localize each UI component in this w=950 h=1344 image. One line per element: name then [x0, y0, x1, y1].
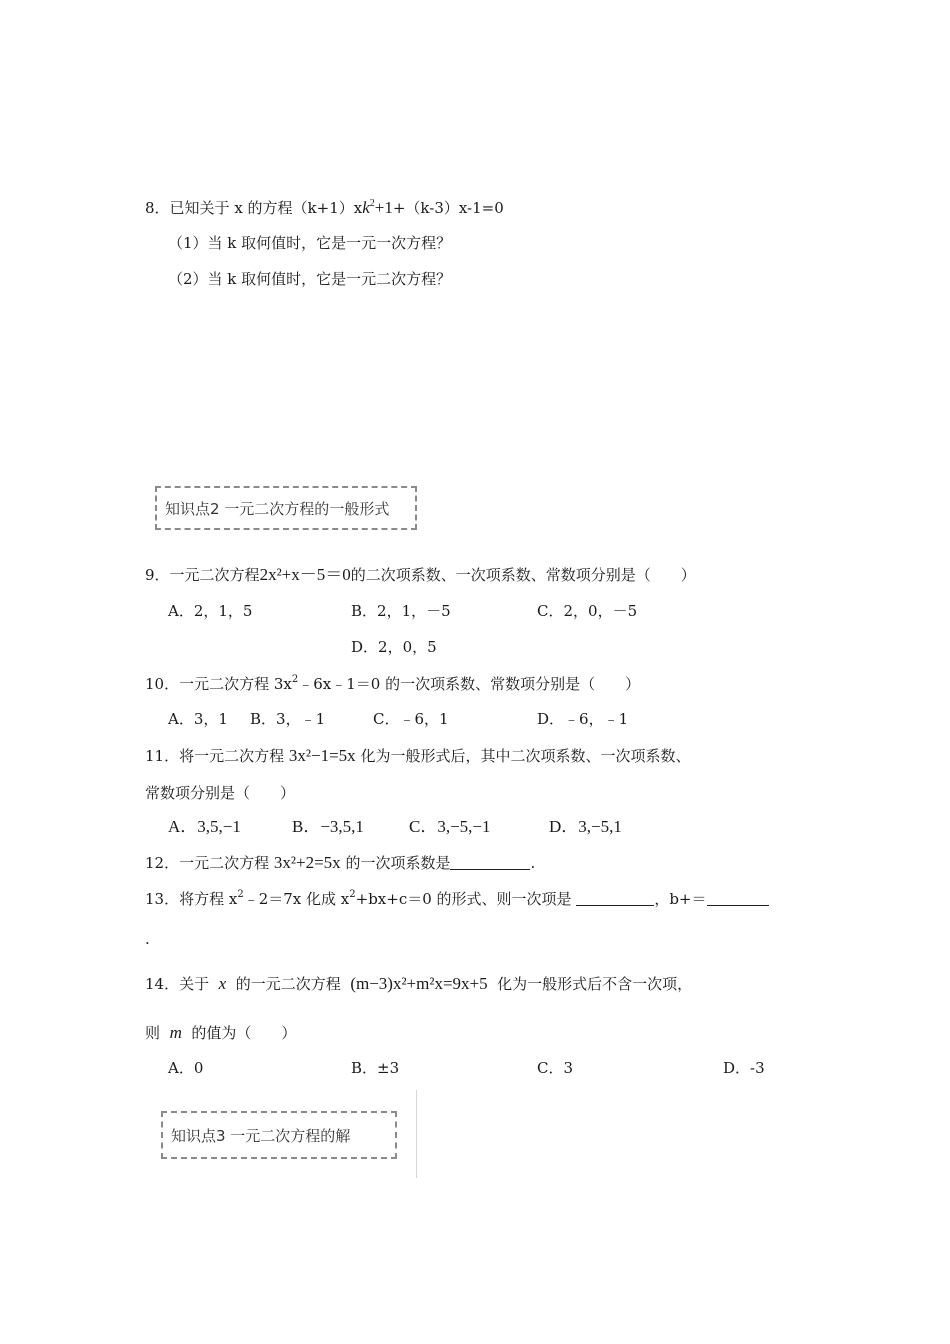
q8-stem-tail: +（k-3）x-1=0 — [392, 199, 504, 217]
q13-number: 13． — [145, 890, 180, 908]
q11-tail: 化为一般形式后，其中二次项系数、一次项系数、 — [360, 747, 691, 765]
q11-line2: 常数项分别是（ ） — [145, 784, 296, 802]
q14-equation: (m−3)x²+m²x=9x+5 — [350, 974, 488, 993]
q10-sup: 2 — [291, 674, 299, 685]
q10-text-a: 一元二次方程 3x — [179, 675, 292, 693]
q8-sub1: （1）当 k 取何值时，它是一元一次方程？ — [168, 234, 452, 252]
q9-tail: 的二次项系数、一次项系数、常数项分别是（ ） — [350, 566, 696, 584]
section3-title: 知识点3 一元二次方程的解 — [171, 1126, 351, 1145]
q8-exponent — [362, 198, 393, 217]
q13-answer-blank-2[interactable] — [707, 890, 769, 906]
q9-lead: 一元二次方程 — [169, 566, 260, 584]
q9-equation: 2x²+x－5＝0 — [259, 565, 351, 584]
q9-option-b[interactable]: B．2，1，－5 — [351, 602, 451, 620]
q11-option-d[interactable]: D．3,−5,1 — [549, 817, 622, 836]
q14-line2-b: 的值为（ ） — [191, 1024, 297, 1042]
q8-k-sup: 2 — [369, 198, 375, 209]
q10-number: 10． — [145, 675, 180, 693]
q10-option-c[interactable]: C．﹣6，1 — [373, 710, 449, 728]
q8-k: k — [362, 198, 370, 217]
q11-stem — [145, 746, 690, 766]
q10-option-d[interactable]: D．﹣6，﹣1 — [537, 710, 629, 728]
q8-stem — [145, 198, 504, 218]
q12-answer-blank[interactable] — [450, 854, 530, 870]
q12-stem — [145, 853, 535, 873]
q8-number: 8． — [145, 199, 170, 217]
q9-option-d[interactable]: D．2，0，5 — [351, 638, 437, 656]
q14-tail: 化为一般形式后不含一次项， — [497, 975, 693, 993]
q12-end: . — [530, 854, 536, 872]
q13-text-c: +bx+c＝0 的形式、则一次项是 — [355, 890, 572, 908]
q10-option-b[interactable]: B．3，﹣1 — [250, 710, 326, 728]
q10-option-a[interactable]: A．3，1 — [168, 710, 228, 728]
q14-lead: 关于 — [179, 975, 210, 993]
q13-sup1: 2 — [237, 889, 244, 900]
q9-stem — [145, 565, 696, 585]
q14-line2-a: 则 — [145, 1024, 161, 1042]
q12-equation: 3x²+2=5x — [273, 853, 341, 872]
section2-heading-box — [155, 486, 417, 530]
q14-option-c[interactable]: C．3 — [537, 1059, 574, 1077]
q12-number: 12． — [145, 854, 180, 872]
q14-option-a[interactable]: A．0 — [168, 1059, 204, 1077]
q12-tail: 的一次项系数是 — [345, 854, 451, 872]
q11-lead: 将一元二次方程 — [179, 747, 285, 765]
q11-option-a[interactable]: A．3,5,−1 — [168, 817, 241, 836]
q14-line2 — [145, 1023, 296, 1043]
q14-mid: 的一元二次方程 — [235, 975, 341, 993]
q10-text-b: ﹣6x﹣1＝0 的一次项系数、常数项分别是（ ） — [298, 675, 641, 693]
q9-option-c[interactable]: C．2，0，－5 — [537, 602, 638, 620]
q13-sup2: 2 — [349, 889, 356, 900]
q10-stem — [145, 674, 640, 694]
q14-stem — [145, 974, 692, 994]
q9-number: 9． — [145, 566, 170, 584]
q11-equation: 3x²−1=5x — [288, 746, 356, 765]
q11-option-c[interactable]: C．3,−5,−1 — [409, 817, 491, 836]
section3-heading-box — [161, 1111, 397, 1159]
q11-option-b[interactable]: B．−3,5,1 — [292, 817, 364, 836]
q13-mid: ，b+＝ — [654, 890, 707, 908]
q14-option-d[interactable]: D．-3 — [723, 1059, 765, 1077]
q12-lead: 一元二次方程 — [179, 854, 270, 872]
q8-sub2: （2）当 k 取何值时，它是一元二次方程？ — [168, 270, 452, 288]
vertical-divider — [416, 1090, 417, 1178]
q14-number: 14． — [145, 975, 180, 993]
q13-text-a: 将方程 x — [179, 890, 238, 908]
q13-text-b: ﹣2＝7x 化成 x — [243, 890, 350, 908]
q13-end: . — [145, 930, 150, 948]
q11-number: 11． — [145, 747, 180, 765]
q13-answer-blank-1[interactable] — [576, 890, 654, 906]
q14-var-m: m — [169, 1023, 182, 1042]
q14-var-x: x — [218, 974, 227, 993]
q9-option-a[interactable]: A．2，1，5 — [168, 602, 253, 620]
q8-stem-text: 已知关于 x 的方程（k+1）x — [169, 199, 363, 217]
q8-plus-one: +1 — [374, 198, 393, 217]
section2-title: 知识点2 一元二次方程的一般形式 — [165, 499, 390, 518]
q13-stem — [145, 889, 769, 909]
q14-option-b[interactable]: B．±3 — [351, 1059, 400, 1077]
